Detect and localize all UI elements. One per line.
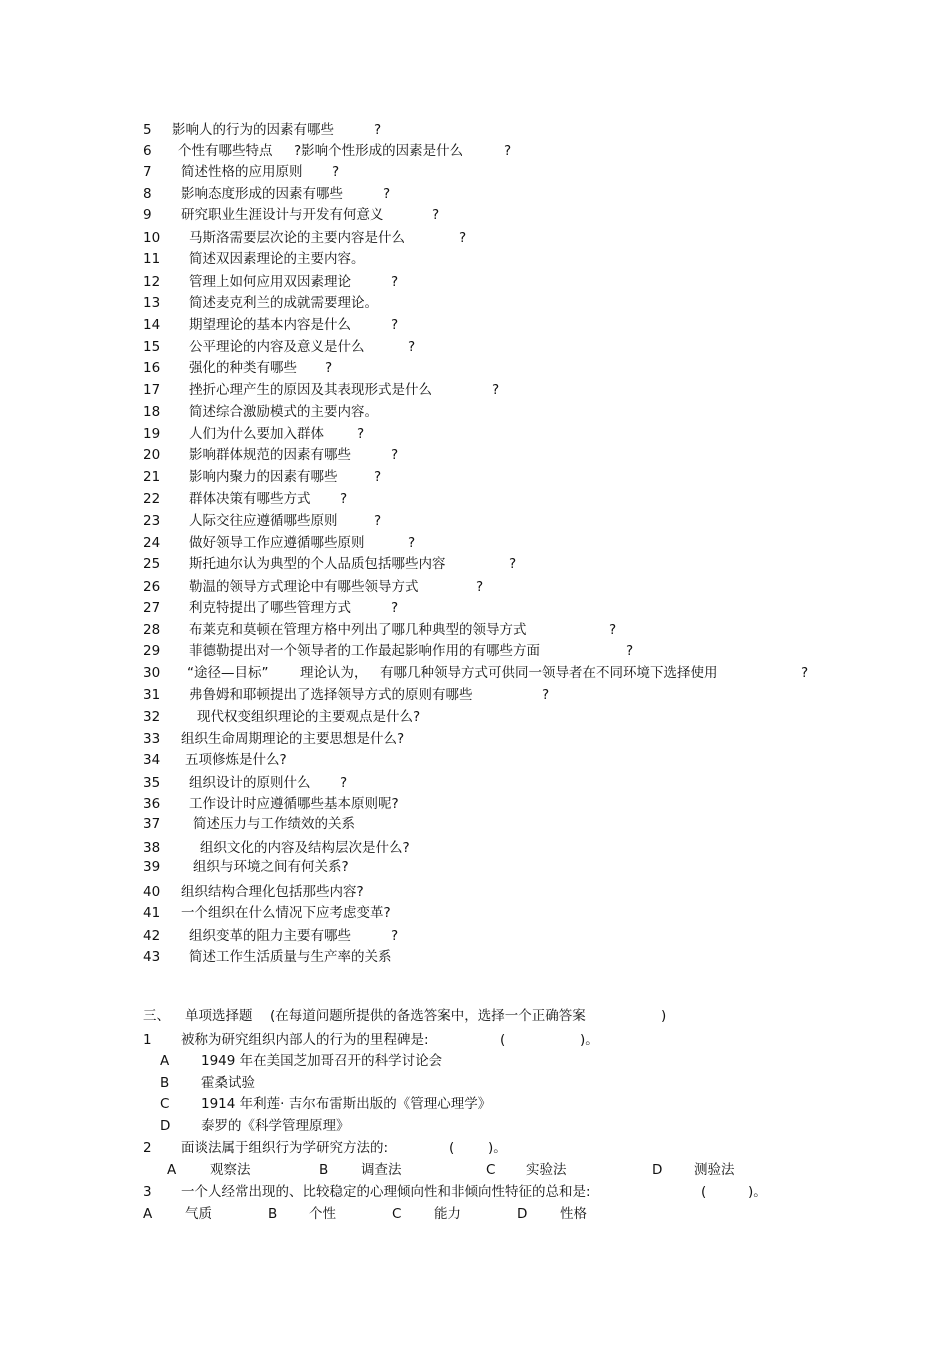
question-text: 勒温的领导方式理论中有哪些领导方式 bbox=[189, 579, 419, 595]
question-text: 简述压力与工作绩效的关系 bbox=[193, 816, 355, 832]
question-number: 14 bbox=[143, 317, 161, 333]
question-text-continued: 有哪几种领导方式可供同一领导者在不同环境下选择使用 bbox=[380, 665, 718, 681]
question-text-continued: 理论认为， bbox=[300, 665, 368, 681]
question-number: 2 bbox=[143, 1140, 152, 1156]
question-mark: ? bbox=[391, 928, 399, 944]
question-number: 43 bbox=[143, 949, 161, 965]
question-text: 影响内聚力的因素有哪些 bbox=[189, 469, 338, 485]
option-letter: A bbox=[160, 1053, 170, 1069]
question-number: 34 bbox=[143, 752, 161, 768]
question-number: 36 bbox=[143, 796, 161, 812]
question-text: 斯托迪尔认为典型的个人品质包括哪些内容 bbox=[189, 556, 446, 572]
question-mark: ? bbox=[357, 426, 365, 442]
question-text: 一个人经常出现的、比较稳定的心理倾向性和非倾向性特征的总和是: bbox=[181, 1184, 591, 1200]
question-number: 32 bbox=[143, 709, 161, 725]
option-letter: D bbox=[517, 1206, 528, 1222]
question-number: 27 bbox=[143, 600, 161, 616]
question-number: 30 bbox=[143, 665, 161, 681]
question-text: 简述双因素理论的主要内容。 bbox=[189, 251, 365, 267]
question-mark: ? bbox=[609, 622, 617, 638]
question-number: 40 bbox=[143, 884, 161, 900]
answer-blank-close: )。 bbox=[580, 1032, 599, 1048]
answer-blank-close: )。 bbox=[748, 1184, 767, 1200]
question-mark: ? bbox=[542, 687, 550, 703]
answer-blank-open: ( bbox=[500, 1032, 506, 1048]
question-text: 五项修炼是什么? bbox=[185, 752, 287, 768]
question-number: 38 bbox=[143, 840, 161, 856]
option-letter: C bbox=[392, 1206, 402, 1222]
option-text: 性格 bbox=[560, 1206, 587, 1222]
option-text: 个性 bbox=[309, 1206, 336, 1222]
question-number: 15 bbox=[143, 339, 161, 355]
option-letter: D bbox=[652, 1162, 663, 1178]
question-text: 人们为什么要加入群体 bbox=[189, 426, 324, 442]
option-letter: B bbox=[160, 1075, 170, 1091]
question-number: 31 bbox=[143, 687, 161, 703]
question-text: 组织变革的阻力主要有哪些 bbox=[189, 928, 351, 944]
question-text: 利克特提出了哪些管理方式 bbox=[189, 600, 351, 616]
question-mark: ? bbox=[509, 556, 517, 572]
option-text: 观察法 bbox=[210, 1162, 251, 1178]
question-text: 影响群体规范的因素有哪些 bbox=[189, 447, 351, 463]
question-text: 简述性格的应用原则 bbox=[181, 164, 303, 180]
question-text: 马斯洛需要层次论的主要内容是什么 bbox=[189, 230, 405, 246]
option-letter: A bbox=[143, 1206, 153, 1222]
question-text: 人际交往应遵循哪些原则 bbox=[189, 513, 338, 529]
question-text: 组织文化的内容及结构层次是什么? bbox=[200, 840, 410, 856]
section-instruction-close: ) bbox=[661, 1008, 667, 1024]
question-mark: ? bbox=[408, 535, 416, 551]
question-mark: ? bbox=[476, 579, 484, 595]
question-text: 群体决策有哪些方式 bbox=[189, 491, 311, 507]
question-number: 7 bbox=[143, 164, 152, 180]
question-text: 影响人的行为的因素有哪些 bbox=[172, 122, 334, 138]
option-text: 气质 bbox=[185, 1206, 212, 1222]
question-text: 组织生命周期理论的主要思想是什么? bbox=[181, 731, 405, 747]
question-mark: ? bbox=[340, 491, 348, 507]
question-mark: ? bbox=[801, 665, 809, 681]
question-number: 20 bbox=[143, 447, 161, 463]
section-number: 三、 bbox=[143, 1008, 170, 1024]
question-number: 26 bbox=[143, 579, 161, 595]
option-text: 1949 年在美国芝加哥召开的科学讨论会 bbox=[201, 1053, 443, 1069]
option-letter: C bbox=[486, 1162, 496, 1178]
section-title: 单项选择题 bbox=[185, 1008, 253, 1024]
question-number: 19 bbox=[143, 426, 161, 442]
question-number: 16 bbox=[143, 360, 161, 376]
question-text: 布莱克和莫顿在管理方格中列出了哪几种典型的领导方式 bbox=[189, 622, 527, 638]
question-mark: ? bbox=[459, 230, 467, 246]
question-mark: ? bbox=[504, 143, 512, 159]
question-text: 组织与环境之间有何关系? bbox=[193, 859, 349, 875]
question-text: 组织结构合理化包括那些内容? bbox=[181, 884, 364, 900]
question-text: 被称为研究组织内部人的行为的里程碑是: bbox=[181, 1032, 429, 1048]
question-text: 菲德勒提出对一个领导者的工作最起影响作用的有哪些方面 bbox=[189, 643, 540, 659]
question-mark: ? bbox=[374, 513, 382, 529]
question-mark: ? bbox=[325, 360, 333, 376]
question-number: 28 bbox=[143, 622, 161, 638]
option-text: 1914 年利莲· 吉尔布雷斯出版的《管理心理学》 bbox=[201, 1096, 492, 1112]
option-letter: C bbox=[160, 1096, 170, 1112]
option-letter: D bbox=[160, 1118, 171, 1134]
question-number: 25 bbox=[143, 556, 161, 572]
question-number: 21 bbox=[143, 469, 161, 485]
question-number: 41 bbox=[143, 905, 161, 921]
question-number: 8 bbox=[143, 186, 152, 202]
question-number: 18 bbox=[143, 404, 161, 420]
question-text: 做好领导工作应遵循哪些原则 bbox=[189, 535, 365, 551]
question-mark: ? bbox=[391, 447, 399, 463]
question-number: 11 bbox=[143, 251, 161, 267]
question-text: 弗鲁姆和耶顿提出了选择领导方式的原则有哪些 bbox=[189, 687, 473, 703]
question-number: 37 bbox=[143, 816, 161, 832]
question-number: 29 bbox=[143, 643, 161, 659]
question-text: 研究职业生涯设计与开发有何意义 bbox=[181, 207, 384, 223]
question-mark: ? bbox=[408, 339, 416, 355]
question-number: 33 bbox=[143, 731, 161, 747]
question-text: 挫折心理产生的原因及其表现形式是什么 bbox=[189, 382, 432, 398]
question-mark: ? bbox=[432, 207, 440, 223]
question-number: 6 bbox=[143, 143, 152, 159]
question-text: 简述工作生活质量与生产率的关系 bbox=[189, 949, 392, 965]
question-mark: ? bbox=[374, 122, 382, 138]
question-text: 组织设计的原则什么 bbox=[189, 775, 311, 791]
question-text: 期望理论的基本内容是什么 bbox=[189, 317, 351, 333]
option-letter: B bbox=[268, 1206, 278, 1222]
question-mark: ? bbox=[383, 186, 391, 202]
question-number: 24 bbox=[143, 535, 161, 551]
question-number: 5 bbox=[143, 122, 152, 138]
question-number: 9 bbox=[143, 207, 152, 223]
question-number: 22 bbox=[143, 491, 161, 507]
question-mark: ? bbox=[340, 775, 348, 791]
question-mark: ? bbox=[391, 317, 399, 333]
question-text: 简述综合激励模式的主要内容。 bbox=[189, 404, 378, 420]
question-mark: ? bbox=[626, 643, 634, 659]
question-mark: ? bbox=[492, 382, 500, 398]
question-number: 17 bbox=[143, 382, 161, 398]
question-number: 39 bbox=[143, 859, 161, 875]
question-text: 强化的种类有哪些 bbox=[189, 360, 297, 376]
option-text: 泰罗的《科学管理原理》 bbox=[201, 1118, 350, 1134]
answer-blank-open: ( bbox=[701, 1184, 707, 1200]
question-mark: ? bbox=[391, 274, 399, 290]
question-number: 35 bbox=[143, 775, 161, 791]
question-text: 面谈法属于组织行为学研究方法的: bbox=[181, 1140, 389, 1156]
option-letter: B bbox=[319, 1162, 329, 1178]
option-text: 霍桑试验 bbox=[201, 1075, 255, 1091]
answer-blank-close: )。 bbox=[488, 1140, 507, 1156]
option-text: 调查法 bbox=[361, 1162, 402, 1178]
question-number: 1 bbox=[143, 1032, 152, 1048]
question-text: 影响态度形成的因素有哪些 bbox=[181, 186, 343, 202]
question-number: 23 bbox=[143, 513, 161, 529]
question-text: 工作设计时应遵循哪些基本原则呢? bbox=[189, 796, 399, 812]
answer-blank-open: ( bbox=[449, 1140, 455, 1156]
question-text: 简述麦克利兰的成就需要理论。 bbox=[189, 295, 378, 311]
question-text: 一个组织在什么情况下应考虑变革? bbox=[181, 905, 391, 921]
question-mark: ? bbox=[374, 469, 382, 485]
question-number: 42 bbox=[143, 928, 161, 944]
question-text: 个性有哪些特点 bbox=[178, 143, 273, 159]
question-mark: ? bbox=[391, 600, 399, 616]
question-text: 现代权变组织理论的主要观点是什么? bbox=[197, 709, 421, 725]
question-text: “途径—目标” bbox=[187, 665, 269, 681]
option-text: 能力 bbox=[434, 1206, 461, 1222]
question-text: 管理上如何应用双因素理论 bbox=[189, 274, 351, 290]
option-letter: A bbox=[167, 1162, 177, 1178]
question-text: 公平理论的内容及意义是什么 bbox=[189, 339, 365, 355]
option-text: 测验法 bbox=[694, 1162, 735, 1178]
question-text-continued: ?影响个性形成的因素是什么 bbox=[294, 143, 464, 159]
option-text: 实验法 bbox=[526, 1162, 567, 1178]
question-mark: ? bbox=[332, 164, 340, 180]
section-instruction: (在每道问题所提供的备选答案中，选择一个正确答案 bbox=[270, 1008, 586, 1024]
question-number: 12 bbox=[143, 274, 161, 290]
question-number: 3 bbox=[143, 1184, 152, 1200]
question-number: 10 bbox=[143, 230, 161, 246]
question-number: 13 bbox=[143, 295, 161, 311]
